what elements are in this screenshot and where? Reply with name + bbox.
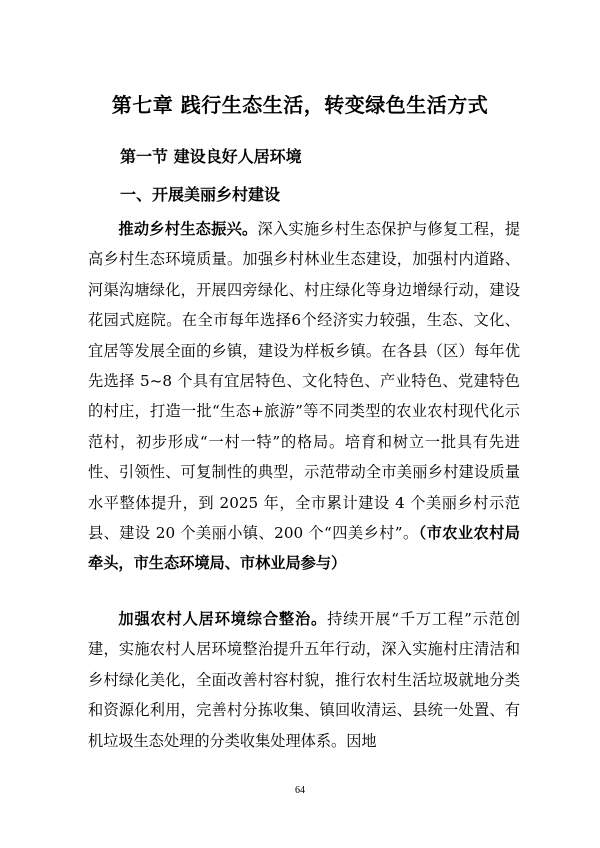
chapter-title: 第七章 践行生态生活，转变绿色生活方式 <box>111 93 489 117</box>
subsection-title: 一、开展美丽乡村建设 <box>120 185 281 204</box>
paragraph-body: 深入实施乡村生态保护与修复工程，提高乡村生态环境质量。加强乡村林业生态建设，加强村内道路、河渠沟塘绿化，开展四旁绿化、村庄绿化等身边增绿行动，建设花园式庭院。在全市每年选择6个经济实力较强，生态、文化、宜居等发展全面的乡镇，建设为样板乡镇。在各县（区）每年优先选择 5~8 个具有宜居特色、文化特色、产业特色、党建特色的村庄，打造一批“生态+旅游”等不同类型的农业农村现代化示范村，初步形成“一村一特”的格局。培育和树立一批具有先进性、引领性、可复制性的典型，示范带动全市美丽乡村建设质量水平整体提升，到 2025 年，全市累计建设 4 个美丽乡村示范县、建设 20 个美丽小镇、200 个“四美乡村”。 <box>88 220 521 543</box>
paragraph-lead: 加强农村人居环境综合整治。 <box>118 610 328 628</box>
paragraph-rural-ecology <box>88 214 520 579</box>
paragraph-responsibility-note: （市农业农村局牵头，市生态环境局、市林业局参与） <box>88 524 520 573</box>
paragraph-body: 持续开展“千万工程”示范创建，实施农村人居环境整治提升五年行动，深入实施村庄清洁和乡村绿化美化，全面改善村容村貌，推行农村生活垃圾就地分类和资源化利用，完善村分拣收集、镇回收清运、县统一处置、有机垃圾生态处理的分类收集处理体系。因地 <box>88 610 521 750</box>
section-title: 第一节 建设良好人居环境 <box>120 147 302 166</box>
page-number: 64 <box>295 785 305 796</box>
paragraph-lead: 推动乡村生态振兴。 <box>118 220 258 238</box>
paragraph-living-environment <box>88 604 520 756</box>
